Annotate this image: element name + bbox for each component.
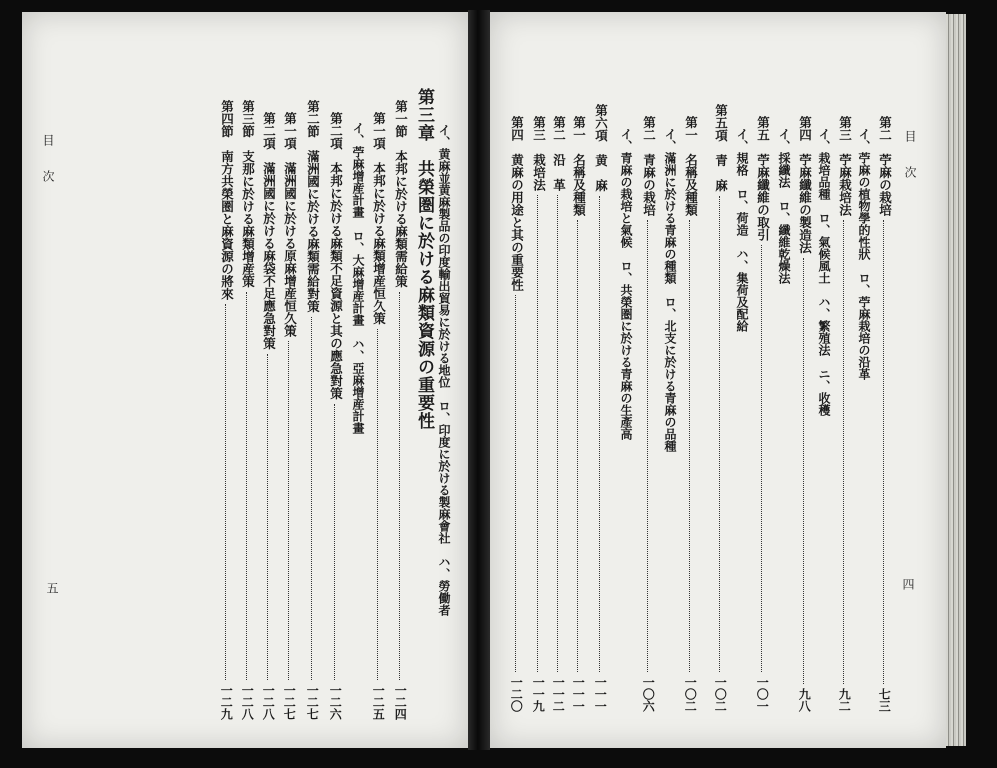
toc-entry[interactable]: 第三 栽培法 一一九	[531, 116, 547, 712]
leader-dots	[537, 195, 539, 672]
left-page	[22, 12, 468, 748]
leader-dots	[803, 258, 805, 685]
running-head: 目次	[41, 134, 55, 206]
leader-dots	[311, 317, 313, 681]
toc-entry[interactable]: 第二項 滿洲國に於ける麻袋不足應急對策 一二八	[261, 112, 277, 720]
toc-entry[interactable]: 第三節 支那に於ける麻類增産策 一二八	[240, 100, 256, 720]
toc-entry[interactable]: 第一 名稱及種類 一〇二	[683, 116, 699, 712]
leader-dots	[599, 196, 601, 673]
leader-dots	[689, 220, 691, 672]
leader-dots	[761, 245, 763, 672]
leader-dots	[577, 220, 579, 672]
toc-entry[interactable]: 第四 黄麻の用途と其の重要性 一二〇	[509, 116, 525, 712]
toc-entry[interactable]: イ、苧麻の植物學的性狀 ロ、苧麻栽培の沿革	[857, 128, 871, 380]
toc-entry[interactable]: 第一節 本邦に於ける麻類需給策 一二四	[393, 100, 409, 720]
toc-entry[interactable]: 第三 苧麻栽培法 九二	[837, 116, 853, 712]
chapter-heading[interactable]: 第三章 共榮圏に於ける麻類資源の重要性	[414, 88, 434, 430]
leader-dots	[246, 292, 248, 681]
toc-entry[interactable]: 第五 苧麻纖維の取引 一〇一	[755, 116, 771, 712]
toc-entry[interactable]: 第四 苧麻纖維の製造法 九八	[797, 116, 813, 712]
toc-entry[interactable]: 第二項 本邦に於ける麻類不足資源と其の應急對策 一二六	[328, 112, 344, 720]
page-edges	[946, 14, 966, 746]
leader-dots	[288, 341, 290, 680]
leader-dots	[399, 292, 401, 681]
page-folio: 五	[45, 582, 59, 594]
toc-entry[interactable]: イ、苧麻增産計畫 ロ、大麻增産計畫 ハ、亞麻增産計畫	[351, 122, 365, 434]
toc-entry[interactable]: 第六項 黄 麻 一一一	[593, 104, 609, 712]
toc-entry[interactable]: 第五項 青 麻 一〇二	[713, 104, 729, 712]
leader-dots	[883, 220, 885, 684]
toc-entry[interactable]: イ、栽培品種 ロ、氣候風土 ハ、繁殖法 ニ、收穫	[817, 128, 831, 416]
toc-entry[interactable]: イ、滿洲に於ける青麻の種類 ロ、北支に於ける青麻の品種	[663, 128, 677, 452]
toc-entry[interactable]: 第一 名稱及種類 一一一	[571, 116, 587, 712]
toc-entry[interactable]: 第二 苧麻の栽培 七三	[877, 116, 893, 712]
leader-dots	[515, 295, 517, 672]
leader-dots	[334, 404, 336, 681]
toc-entry[interactable]: 第二節 滿洲國に於ける麻類需給對策 一二七	[305, 100, 321, 720]
leader-dots	[225, 304, 227, 680]
toc-entry[interactable]: イ、採纖法 ロ、纖維乾燥法	[777, 128, 791, 284]
running-head: 目次	[903, 130, 917, 202]
book-gutter	[468, 10, 490, 750]
toc-entry[interactable]: 第一項 滿洲國に於ける原麻增産恒久策 一二七	[282, 112, 298, 720]
toc-entry[interactable]: イ、黄麻並黄麻製品の印度輸出貿易に於ける地位 ロ、印度に於ける製麻會社 ハ、勞働者	[437, 124, 451, 616]
toc-entry[interactable]: イ、規格 ロ、荷造 ハ、集荷及配給	[735, 128, 749, 332]
toc-entry[interactable]: 第一項 本邦に於ける麻類增産恒久策 一二五	[371, 112, 387, 720]
toc-entry[interactable]: 第二 沿 革 一一二	[551, 116, 567, 712]
leader-dots	[843, 220, 845, 684]
leader-dots	[377, 329, 379, 681]
leader-dots	[557, 195, 559, 672]
toc-entry[interactable]: 第二 青麻の栽培 一〇六	[641, 116, 657, 712]
page-folio: 四	[901, 578, 915, 590]
leader-dots	[647, 220, 649, 672]
toc-entry[interactable]: イ、青麻の栽培と氣候 ロ、共榮圏に於ける青麻の生產高	[619, 128, 633, 440]
toc-entry[interactable]: 第四節 南方共榮圏と麻資源の將來 一二九	[219, 100, 235, 720]
leader-dots	[719, 196, 721, 673]
leader-dots	[267, 354, 269, 681]
right-page	[490, 12, 946, 748]
